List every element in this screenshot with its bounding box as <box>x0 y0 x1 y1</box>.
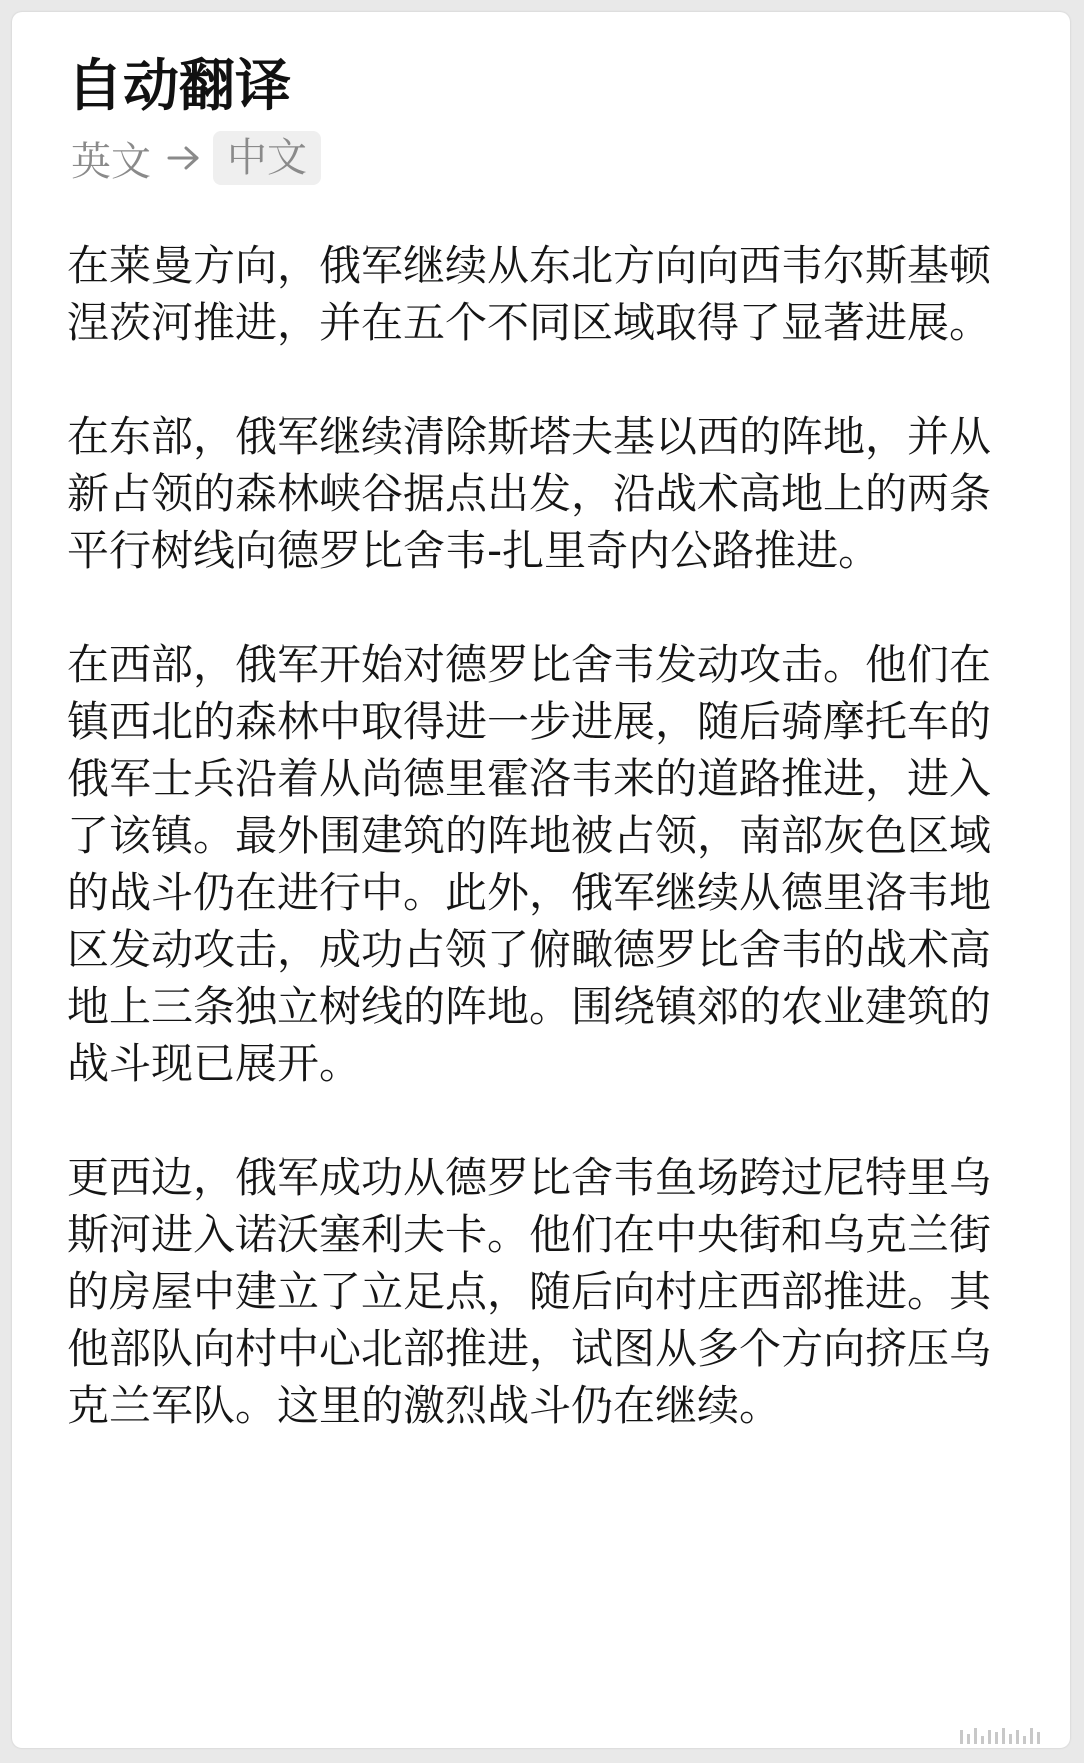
paragraph: 在东部，俄军继续清除斯塔夫基以西的阵地，并从新占领的森林峡谷据点出发，沿战术高地上的两条平行树线向德罗比舍韦-扎里奇内公路推进。 <box>67 412 992 575</box>
target-language[interactable]: 中文 <box>213 131 321 185</box>
arrow-right-icon <box>165 143 203 173</box>
translated-text <box>67 237 1027 1491</box>
paragraph: 更西边，俄军成功从德罗比舍韦鱼场跨过尼特里乌斯河进入诺沃塞利夫卡。他们在中央街和乌克兰街的房屋中建立了立足点，随后向村庄西部推进。其他部队向村中心北部推进，试图从多个方向挤压乌克兰军队。这里的激烈战斗仍在继续。 <box>67 1153 992 1430</box>
translation-card <box>12 12 1070 1748</box>
paragraph: 在西部，俄军开始对德罗比舍韦发动攻击。他们在镇西北的森林中取得进一步进展，随后骑摩托车的俄军士兵沿着从尚德里霍洛韦来的道路推进，进入了该镇。最外围建筑的阵地被占领，南部灰色区域的战斗仍在进行中。此外，俄军继续从德里洛韦地区发动攻击，成功占领了俯瞰德罗比舍韦的战术高地上三条独立树线的阵地。围绕镇郊的农业建筑的战斗现已展开。 <box>67 640 992 1088</box>
page-indicator <box>840 1726 1040 1744</box>
paragraph: 在莱曼方向，俄军继续从东北方向向西韦尔斯基顿涅茨河推进，并在五个不同区域取得了显著进展。 <box>67 241 992 347</box>
language-selector <box>67 130 321 186</box>
source-language[interactable]: 英文 <box>71 138 151 185</box>
page-title: 自动翻译 <box>67 54 291 119</box>
